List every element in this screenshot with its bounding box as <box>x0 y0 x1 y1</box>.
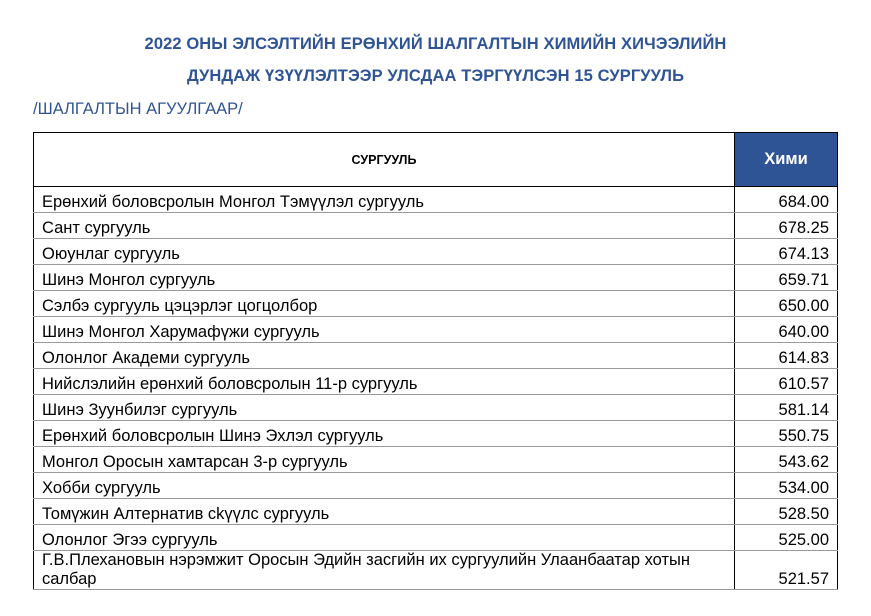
school-name-cell: Шинэ Монгол Харумафүжи сургууль <box>34 317 735 343</box>
chemistry-score-cell: 543.62 <box>735 447 838 473</box>
table-row <box>34 473 838 499</box>
school-name-cell: Олонлог Эгээ сургууль <box>34 525 735 551</box>
chemistry-score-cell: 581.14 <box>735 395 838 421</box>
column-header-school: СУРГУУЛЬ <box>34 133 735 187</box>
school-name-cell: Нийслэлийн ерөнхий боловсролын 11-р сургууль <box>34 369 735 395</box>
school-name-cell: Монгол Оросын хамтарсан 3-р сургууль <box>34 447 735 473</box>
school-name-cell: Г.В.Плехановын нэрэмжит Оросын Эдийн засгийн их сургуулийн Улаанбаатар хотын салбар <box>34 551 735 590</box>
table-row <box>34 239 838 265</box>
table-row <box>34 369 838 395</box>
school-name-cell: Хобби сургууль <box>34 473 735 499</box>
table-row <box>34 213 838 239</box>
chemistry-score-cell: 614.83 <box>735 343 838 369</box>
chemistry-score-cell: 678.25 <box>735 213 838 239</box>
page-subtitle: /ШАЛГАЛТЫН АГУУЛГААР/ <box>33 100 243 118</box>
table-row <box>34 551 838 590</box>
school-name-cell: Сант сургууль <box>34 213 735 239</box>
table-row <box>34 291 838 317</box>
column-header-chemistry: Хими <box>735 133 838 187</box>
table-row <box>34 421 838 447</box>
chemistry-score-cell: 528.50 <box>735 499 838 525</box>
chemistry-score-cell: 640.00 <box>735 317 838 343</box>
results-table <box>33 132 838 590</box>
table-row <box>34 317 838 343</box>
school-name-cell: Шинэ Монгол сургууль <box>34 265 735 291</box>
table-row <box>34 265 838 291</box>
school-name-cell: Ерөнхий боловсролын Монгол Тэмүүлэл сургууль <box>34 187 735 213</box>
table-header-row <box>34 133 838 187</box>
school-name-cell: Томүжин Алтернатив сkүүлс сургууль <box>34 499 735 525</box>
chemistry-score-cell: 525.00 <box>735 525 838 551</box>
chemistry-score-cell: 684.00 <box>735 187 838 213</box>
table-row <box>34 343 838 369</box>
page-title-line-2: ДУНДАЖ ҮЗҮҮЛЭЛТЭЭР УЛСДАА ТЭРГҮҮЛСЭН 15 СУРГУУЛЬ <box>186 67 685 85</box>
chemistry-score-cell: 610.57 <box>735 369 838 395</box>
page-title-line-1: 2022 ОНЫ ЭЛСЭЛТИЙН ЕРӨНХИЙ ШАЛГАЛТЫН ХИМИЙН ХИЧЭЭЛИЙН <box>144 35 727 53</box>
chemistry-score-cell: 674.13 <box>735 239 838 265</box>
school-name-cell: Ерөнхий боловсролын Шинэ Эхлэл сургууль <box>34 421 735 447</box>
school-name-cell: Шинэ Зуунбилэг сургууль <box>34 395 735 421</box>
table-row <box>34 187 838 213</box>
school-name-cell: Олонлог Академи сургууль <box>34 343 735 369</box>
chemistry-score-cell: 534.00 <box>735 473 838 499</box>
table-row <box>34 447 838 473</box>
chemistry-score-cell: 550.75 <box>735 421 838 447</box>
table-row <box>34 395 838 421</box>
chemistry-score-cell: 659.71 <box>735 265 838 291</box>
chemistry-score-cell: 650.00 <box>735 291 838 317</box>
table-row <box>34 525 838 551</box>
school-name-cell: Сэлбэ сургууль цэцэрлэг цогцолбор <box>34 291 735 317</box>
school-name-cell: Оюунлаг сургууль <box>34 239 735 265</box>
table-row <box>34 499 838 525</box>
chemistry-score-cell: 521.57 <box>735 551 838 590</box>
